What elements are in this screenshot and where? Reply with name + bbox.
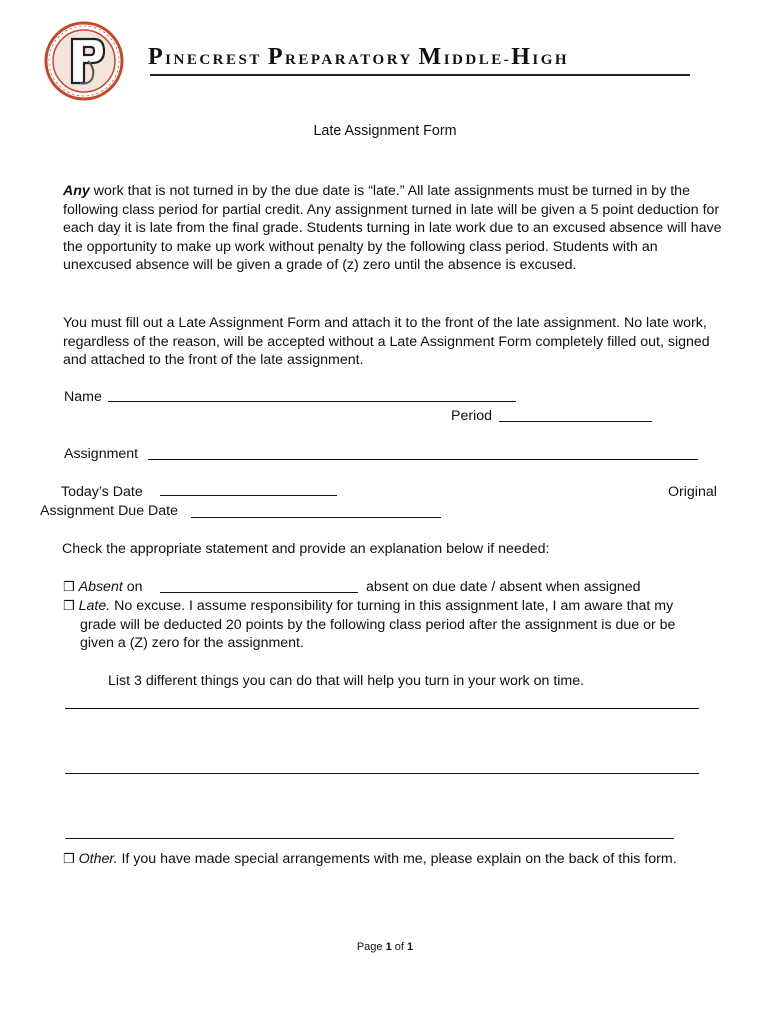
intro-emphasis: Any (63, 183, 90, 199)
period-label: Period (451, 408, 493, 424)
period-field[interactable] (499, 421, 652, 422)
page-total: 1 (407, 941, 414, 953)
answer-line-2[interactable] (65, 773, 699, 774)
school-name-part: M (418, 44, 444, 70)
absent-date-field[interactable] (160, 592, 358, 593)
absent-option (63, 579, 143, 595)
instructions-paragraph: You must fill out a Late Assignment Form and attach it to the front of the late assignment. No late work, regardless of the reason, will be accepted without a Late Assignment Form completely filled out, signed and attached to the front of the late assignment. (63, 315, 710, 368)
page-word: Page (356, 941, 386, 953)
late-option (63, 598, 673, 614)
page-footer (0, 941, 770, 953)
late-text-2: grade will be deducted 20 points by the following class period after the assignment is due or be (80, 617, 676, 633)
intro-text: work that is not turned in by the due date is “late.” All late assignments must be turned in by the following class period for partial credit. Any assignment turned in late will be given a 5 point deduction for each day it is late from the final grade. Students turning in late work due to an excused absence will have the opportunity to make up work without penalty by the following class period. Students with an unexcused absence will be given a grade of (z) zero until the absence is excused. (63, 183, 722, 273)
name-label: Name (64, 389, 102, 405)
school-name-part: H (511, 44, 533, 70)
school-name-part: REPARATORY (285, 52, 419, 68)
form-title: Late Assignment Form (313, 123, 457, 139)
list-prompt: List 3 different things you can do that will help you turn in your work on time. (108, 673, 585, 689)
late-text-1: No excuse. I assume responsibility for turning in this assignment late, I am aware that my (110, 598, 674, 614)
other-label: Other. (78, 851, 118, 867)
answer-line-1[interactable] (65, 708, 699, 709)
todays-date-label: Today’s Date (61, 484, 143, 500)
absent-suffix: absent on due date / absent when assigned (366, 579, 641, 595)
school-name-part: INECREST (165, 52, 268, 68)
check-prompt: Check the appropriate statement and provide an explanation below if needed: (62, 541, 550, 557)
late-label: Late. (78, 598, 111, 614)
other-option (63, 851, 677, 867)
absent-checkbox[interactable]: ❒ (63, 580, 75, 595)
original-label: Original (668, 484, 717, 500)
due-date-label: Assignment Due Date (40, 503, 179, 519)
school-name-part: IDDLE- (443, 52, 512, 68)
todays-date-field[interactable] (160, 495, 337, 496)
assignment-label: Assignment (64, 446, 139, 462)
answer-line-3[interactable] (65, 838, 674, 839)
absent-on-text: on (122, 579, 143, 595)
page-of: of (391, 941, 408, 953)
other-checkbox[interactable]: ❒ (63, 852, 75, 867)
school-crest-icon (44, 21, 124, 101)
late-checkbox[interactable]: ❒ (63, 599, 75, 614)
school-name (148, 44, 728, 71)
late-text-3: given a (Z) zero for the assignment. (80, 635, 304, 651)
header-rule (150, 74, 690, 76)
school-name-part: P (148, 44, 166, 70)
school-logo (44, 21, 124, 101)
assignment-field[interactable] (148, 459, 698, 460)
intro-paragraph (63, 182, 723, 275)
school-name-part: IGH (532, 52, 570, 68)
due-date-field[interactable] (191, 517, 441, 518)
page-current: 1 (385, 941, 392, 953)
school-name-part: P (267, 44, 286, 70)
name-field[interactable] (108, 401, 516, 402)
other-text: If you have made special arrangements with me, please explain on the back of this form. (117, 851, 677, 867)
absent-label: Absent (78, 579, 123, 595)
